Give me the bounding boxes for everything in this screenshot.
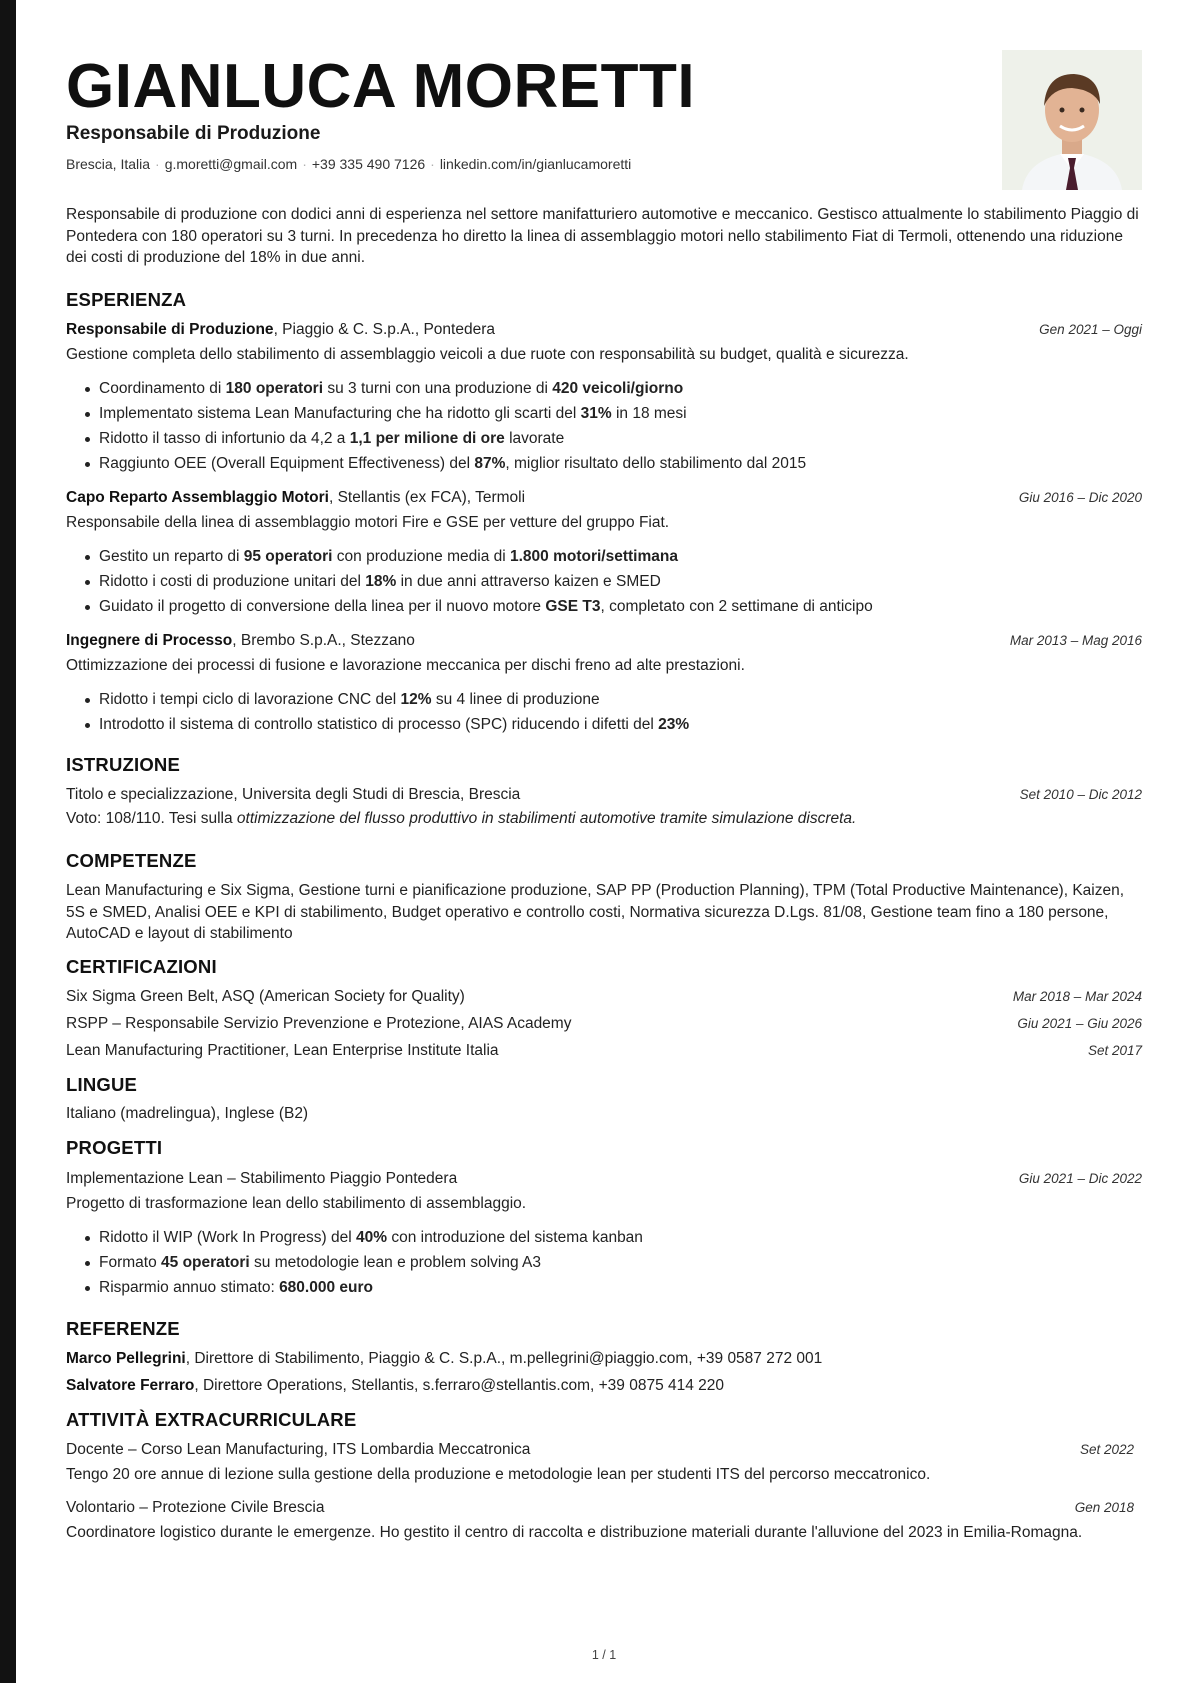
section-title-certifications: CERTIFICAZIONI [66, 956, 217, 977]
achievement-item: Ridotto il WIP (Work In Progress) del 40% con introduzione del sistema kanban [66, 1225, 643, 1250]
certification-name: Six Sigma Green Belt, ASQ (American Society for Quality) [66, 988, 465, 1005]
left-edge-bar [0, 0, 16, 1683]
profile-summary: Responsabile di produzione con dodici anni di esperienza nel settore manifatturiero automotive e meccanico. Gestisco attualmente lo stabilimento Piaggio di Pontedera con 180 operatori su 3 turni. In precedenza ho diretto la linea di assemblaggio motori nello stabilimento Fiat di Termoli, ottenendo una riduzione dei costi di produzione del 18% in due anni. [66, 206, 1139, 266]
achievement-item: Guidato il progetto di conversione della linea per il nuovo motore GSE T3, completato con 2 settimane di anticipo [66, 594, 873, 619]
certification-name: Lean Manufacturing Practitioner, Lean Enterprise Institute Italia [66, 1042, 499, 1059]
reference-item: Salvatore Ferraro, Direttore Operations, Stellantis, s.ferraro@stellantis.com, +39 0875 414 220 [66, 1377, 725, 1394]
section-title-experience: ESPERIENZA [66, 289, 187, 310]
job-achievements [66, 376, 806, 476]
section-title-education: ISTRUZIONE [66, 754, 181, 775]
certification-dates: Giu 2021 – Giu 2026 [1017, 1016, 1142, 1031]
section-title-references: REFERENZE [66, 1318, 180, 1339]
achievement-item: Coordinamento di 180 operatori su 3 turni con una produzione di 420 veicoli/giorno [66, 376, 806, 401]
job-achievements [66, 687, 689, 737]
education-dates: Set 2010 – Dic 2012 [1019, 787, 1142, 802]
job-title-line [66, 632, 415, 650]
job-achievements [66, 544, 873, 619]
achievement-item: Ridotto il tasso di infortunio da 4,2 a 1,1 per milione di ore lavorate [66, 426, 806, 451]
candidate-name: GIANLUCA MORETTI [66, 52, 696, 121]
education-degree: Titolo e specializzazione, Universita degli Studi di Brescia, Brescia [66, 786, 521, 803]
job-role: Responsabile di Produzione [66, 321, 274, 338]
contact-location: Brescia, Italia [66, 156, 151, 172]
job-title-line [66, 489, 525, 507]
activity-description: Tengo 20 ore annue di lezione sulla gestione della produzione e metodologie lean per studenti ITS del percorso meccatronico. [66, 1466, 931, 1483]
languages-text: Italiano (madrelingua), Inglese (B2) [66, 1105, 309, 1122]
achievement-item: Implementato sistema Lean Manufacturing che ha ridotto gli scarti del 31% in 18 mesi [66, 401, 806, 426]
certification-dates: Mar 2018 – Mar 2024 [1012, 989, 1142, 1004]
project-dates: Giu 2021 – Dic 2022 [1018, 1171, 1142, 1186]
job-role: Ingegnere di Processo [66, 632, 233, 649]
section-title-extracurricular: ATTIVITÀ EXTRACURRICULARE [66, 1409, 357, 1430]
achievement-item: Risparmio annuo stimato: 680.000 euro [66, 1275, 643, 1300]
section-title-projects: PROGETTI [66, 1137, 163, 1158]
certification-dates: Set 2017 [1087, 1043, 1142, 1058]
achievement-item: Ridotto i costi di produzione unitari del 18% in due anni attraverso kaizen e SMED [66, 569, 873, 594]
job-dates: Gen 2021 – Oggi [1039, 322, 1142, 337]
job-company: , Brembo S.p.A., Stezzano [232, 632, 415, 649]
project-name: Implementazione Lean – Stabilimento Piaggio Pontedera [66, 1170, 458, 1187]
job-title-line [66, 321, 495, 339]
contact-line: Brescia, Italia · g.moretti@gmail.com · +39 335 490 7126 · linkedin.com/in/gianlucamoretti [66, 156, 632, 172]
activity-dates: Gen 2018 [1074, 1500, 1134, 1515]
education-note: Voto: 108/110. Tesi sulla ottimizzazione del flusso produttivo in stabilimenti automotive tramite simulazione discreta. [66, 810, 857, 827]
candidate-role: Responsabile di Produzione [66, 123, 321, 144]
job-description: Gestione completa dello stabilimento di assemblaggio veicoli a due ruote con responsabilità su budget, qualità e sicurezza. [66, 346, 909, 363]
project-achievements [66, 1225, 643, 1300]
job-role: Capo Reparto Assemblaggio Motori [66, 489, 329, 506]
contact-linkedin[interactable]: linkedin.com/in/gianlucamoretti [439, 156, 632, 172]
achievement-item: Introdotto il sistema di controllo statistico di processo (SPC) riducendo i difetti del 23% [66, 712, 689, 737]
activity-description: Coordinatore logistico durante le emergenze. Ho gestito il centro di raccolta e distribuzione materiali durante l'alluvione del 2023 in Emilia-Romagna. [66, 1524, 1083, 1541]
achievement-item: Ridotto i tempi ciclo di lavorazione CNC del 12% su 4 linee di produzione [66, 687, 689, 712]
section-title-skills: COMPETENZE [66, 850, 197, 871]
achievement-item: Gestito un reparto di 95 operatori con produzione media di 1.800 motori/settimana [66, 544, 873, 569]
certification-name: RSPP – Responsabile Servizio Prevenzione e Protezione, AIAS Academy [66, 1015, 572, 1032]
contact-email[interactable]: g.moretti@gmail.com [164, 156, 298, 172]
job-company: , Piaggio & C. S.p.A., Pontedera [273, 321, 495, 338]
achievement-item: Formato 45 operatori su metodologie lean e problem solving A3 [66, 1250, 643, 1275]
job-dates: Giu 2016 – Dic 2020 [1018, 490, 1142, 505]
activity-name: Volontario – Protezione Civile Brescia [66, 1499, 325, 1516]
contact-phone[interactable]: +39 335 490 7126 [311, 156, 426, 172]
resume-header [66, 0, 1142, 205]
job-company: , Stellantis (ex FCA), Termoli [328, 489, 526, 506]
resume-page [66, 0, 1142, 1662]
page-number: 1 / 1 [591, 1648, 617, 1662]
activity-dates: Set 2022 [1079, 1442, 1134, 1457]
job-description: Responsabile della linea di assemblaggio motori Fire e GSE per vetture del gruppo Fiat. [66, 514, 670, 531]
skills-text: Lean Manufacturing e Six Sigma, Gestione turni e pianificazione produzione, SAP PP (Production Planning), TPM (Total Productive Maintenance), Kaizen, 5S e SMED, Analisi OEE e KPI di stabilimento, Budget operativo e controllo costi, Normativa sicurezza D.Lgs. 81/08, Gestione team fino a 180 persone, AutoCAD e layout di stabilimento [66, 882, 1125, 942]
project-description: Progetto di trasformazione lean dello stabilimento di assemblaggio. [66, 1195, 527, 1212]
achievement-item: Raggiunto OEE (Overall Equipment Effectiveness) del 87%, miglior risultato dello stabilimento dal 2015 [66, 451, 806, 476]
job-description: Ottimizzazione dei processi di fusione e lavorazione meccanica per dischi freno ad alte prestazioni. [66, 657, 745, 674]
job-dates: Mar 2013 – Mag 2016 [1009, 633, 1142, 648]
activity-name: Docente – Corso Lean Manufacturing, ITS Lombardia Meccatronica [66, 1441, 531, 1458]
reference-item: Marco Pellegrini, Direttore di Stabilimento, Piaggio & C. S.p.A., m.pellegrini@piaggio.com, +39 0587 272 001 [66, 1350, 823, 1367]
profile-photo [1002, 50, 1142, 190]
section-title-languages: LINGUE [66, 1074, 138, 1095]
